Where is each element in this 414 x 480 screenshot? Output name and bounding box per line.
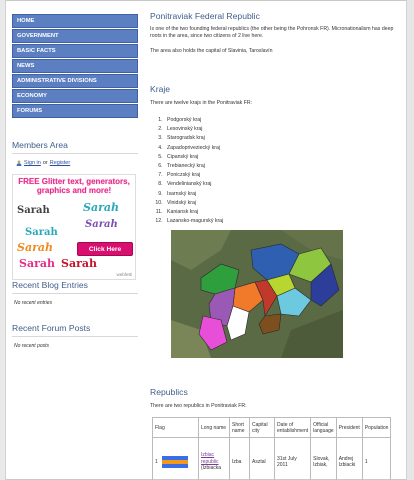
ad-sample-text: Sarah: [19, 257, 55, 270]
col-date: Date of entablishment: [275, 418, 311, 438]
ad-sample-text: Sarah: [25, 227, 58, 238]
nav-home[interactable]: HOME: [12, 14, 138, 28]
list-item: 7. Poniczský kraj: [164, 171, 400, 180]
kraj-map-image: [171, 230, 343, 358]
satellite-map: [171, 230, 343, 358]
recent-blog-empty: No recent entries: [14, 300, 53, 306]
main-content: [150, 8, 400, 480]
member-links: [12, 160, 138, 166]
recent-forum-title: Recent Forum Posts: [12, 323, 138, 337]
table-row: [153, 438, 391, 480]
capital-cell: Asztal: [250, 438, 275, 480]
nav-administrative-divisions[interactable]: ADMINISTRATIVE DIVISIONS: [12, 74, 138, 88]
ad-sample-text: Sarah: [17, 205, 50, 216]
table-header-row: [153, 418, 391, 438]
republics-heading: Republics: [150, 387, 188, 398]
kraj-heading: Kraje: [150, 84, 171, 94]
main-nav: [12, 14, 138, 118]
col-short-name: Short name: [230, 418, 250, 438]
republics-intro: There are two republics in Ponitraviak FR:: [150, 403, 247, 410]
ad-sample-text: Sarah: [83, 201, 119, 214]
ad-click-here-button[interactable]: Click Here: [77, 242, 133, 256]
kraj-list: [150, 116, 400, 226]
recent-forum-empty: No recent posts: [14, 343, 50, 349]
row-index: 1: [155, 458, 158, 465]
list-item: 3. Starogradsk kraj: [164, 134, 400, 143]
ad-sample-text: Sarah: [85, 219, 118, 230]
recent-blog-title: Recent Blog Entries: [12, 280, 138, 294]
population-cell: 1: [362, 438, 391, 480]
register-link[interactable]: Register: [49, 160, 71, 166]
short-name-cell: Izba: [230, 438, 250, 480]
list-item: 2. Lesovinský kraj: [164, 125, 400, 134]
list-item: 10. Vinidský kraj: [164, 199, 400, 208]
nav-basic-facts[interactable]: BASIC FACTS: [12, 44, 138, 58]
izbiac-republic-link[interactable]: Izbiac republic: [201, 452, 219, 465]
list-item: 9. Isarnský kraj: [164, 190, 400, 199]
col-president: President: [336, 418, 362, 438]
president-cell: Andrej Izbiacki: [336, 438, 362, 480]
col-capital: Capital city: [250, 418, 275, 438]
flag-cell: [153, 438, 199, 480]
col-language: Official language: [311, 418, 337, 438]
user-icon: [16, 160, 22, 166]
capital-paragraph: The area also holds the capital of Slavinia, Taroslavín: [150, 48, 273, 54]
date-cell: 31st July 2011: [275, 438, 311, 480]
sign-in-link[interactable]: Sign in: [24, 160, 41, 166]
left-frame-border: [0, 0, 6, 480]
list-item: 5. Cipanský kraj: [164, 153, 400, 162]
kraj-intro: There are twelve krajs in the Ponitraviak FR:: [150, 100, 253, 106]
col-flag: Flag: [153, 418, 199, 438]
long-name-extra: (Izbiacka: [201, 465, 222, 472]
nav-government[interactable]: GOVERNMENT: [12, 29, 138, 43]
intro-paragraph: Is one of the two founding federal republics (the other being the Pohronsk FR). Micronationalism has deep roots in the area, since two citizens of 2 live here.: [150, 26, 394, 39]
ad-watermark: webfetti: [116, 272, 132, 277]
list-item: 1. Podgorský kraj: [164, 116, 400, 125]
ad-sample-text: Sarah: [17, 241, 53, 254]
nav-forums[interactable]: FORUMS: [12, 104, 138, 118]
members-area-title: Members Area: [12, 140, 138, 154]
glitter-ad-banner[interactable]: [12, 174, 136, 280]
republics-table: [152, 417, 391, 480]
sidebar: [12, 14, 138, 349]
list-item: 6. Trebianecký kraj: [164, 162, 400, 171]
page-title: Ponitraviak Federal Republic: [150, 11, 260, 21]
long-name-cell: [199, 438, 230, 480]
ad-headline: FREE Glitter text, generators, graphics and more!: [18, 177, 130, 195]
list-item: 11. Kaniansk kraj: [164, 208, 400, 217]
nav-economy[interactable]: ECONOMY: [12, 89, 138, 103]
izbiac-flag-icon: [162, 456, 188, 468]
nav-news[interactable]: NEWS: [12, 59, 138, 73]
or-text: or: [42, 160, 48, 166]
col-long-name: Long name: [199, 418, 230, 438]
language-cell: Slovak, Izbiak,: [311, 438, 337, 480]
list-item: 4. Zapadopriveziecký kraj: [164, 144, 400, 153]
list-item: 12. Lazansko-magurský kraj: [164, 217, 400, 226]
ad-sample-text: Sarah: [61, 257, 97, 270]
col-population: Population: [362, 418, 391, 438]
right-scroll-border[interactable]: [406, 0, 414, 480]
list-item: 8. Vendelinianský kraj: [164, 180, 400, 189]
